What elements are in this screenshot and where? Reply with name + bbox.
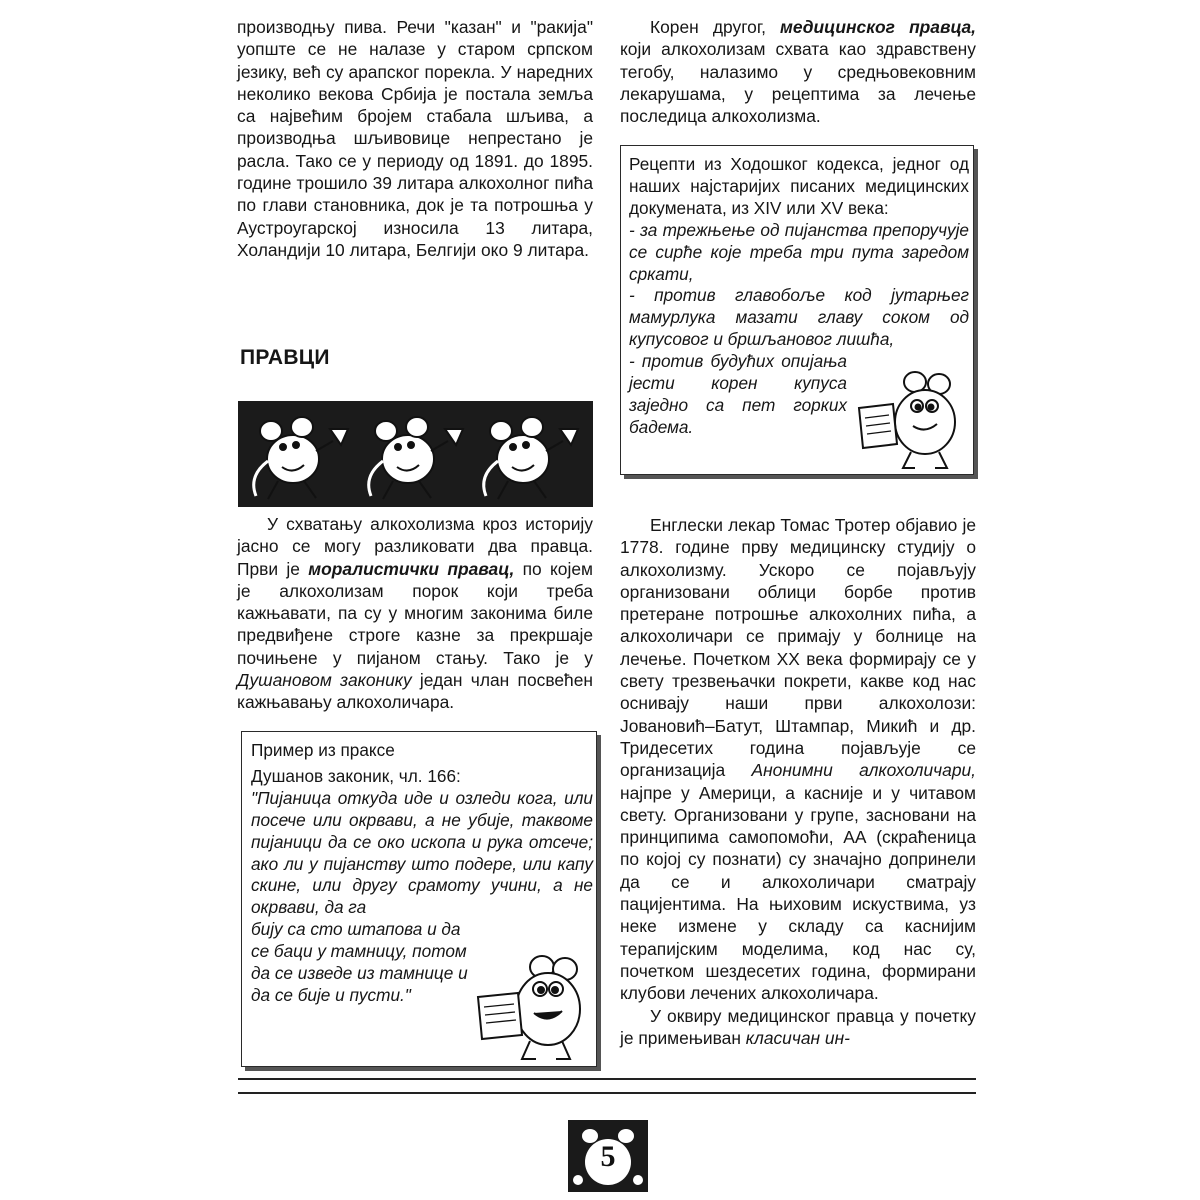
directions-text-block: [237, 513, 593, 714]
moralist-direction-term: моралистички правац,: [308, 558, 515, 579]
codex-recipe-3: - против будућих опијања јести корен купуса заједно са пет горких бадема.: [629, 351, 847, 437]
codex-intro: Рецепти из Ходошког кодекса, једног од наших најстаријих писаних медицинских докумената, из XIV или XV века:: [629, 154, 969, 218]
mouse-holding-paper-icon: [853, 368, 969, 472]
alcoholics-anonymous-term: Анонимни алкохоличари,: [751, 760, 976, 781]
practice-box-title: Пример из праксе: [251, 740, 395, 760]
medical-direction-term: медицинског правца,: [780, 17, 976, 37]
page-number: 5: [600, 1140, 616, 1173]
codex-recipe-1: - за трежњење од пијанства препоручује се сирће које треба три пута заредом сркати,: [629, 219, 969, 284]
practice-example-box: [241, 731, 597, 1067]
trotter-paragraph: Енглески лекар Томас Тротер објавио је 1778. године прву медицинску студију о алкохолизму. Ускоро се појављују организовани облици борбе против претеране потрошње алкохолних пића, а алкохоличари се примају у болнице на лечење. Почетком XX века формирају се у свету трезвењачки покрети, какве код нас оснивају наши први алкохолози: Јовановић–Батут, Штампар, Микић и др. Тридесетих година појављује се организација Анонимни алкохоличари, најпре у Америци, а касније и у читавом свету. Организовани у групе, засновани на принципима самопомоћи, АА (скраћеница по којој су познати) су значајно допринели да се и алкохоличари сматрају пацијентима. На њиховим искуствима, уз неке измене у складу са каснијим терапијским моделима, код нас су, почетком шездесетих година, формирани клубови лечених алкохоличара.: [620, 515, 976, 1004]
footer-rule-bottom: [238, 1092, 976, 1094]
medical-direction-paragraph: Корен другог, медицинског правца, који алкохолизам схвата као здравствену тегобу, налазимо у средњовековним лекарушама, у рецептима за лечење последица алкохолизма.: [620, 17, 976, 127]
practice-box-quote-continued: бију са сто штапова и да се баци у тамницу, потом да се изведе из тамнице и да се бије и пусти.": [251, 919, 468, 1005]
codex-recipe-2: - против главобоље код јутарњег мамурлука мазати главу соком од купусовог и бршљановог лишћа,: [629, 285, 969, 350]
classic-treatment-term: класичан ин-: [745, 1027, 850, 1048]
beer-brandy-history-paragraph: производњу пива. Речи "казан" и "ракија" уопште се не налазе у старом српском језику, већ су арапског порекла. У наредних неколико векова Србија је постала земља са највећим бројем стабала шљива, а производња шљивовице непрестано је расла. Тако се у периоду од 1891. до 1895. године трошило 39 литара алкохолног пића по глави становника, док је та потрошња у Аустроугарској износила 13 литара, Холандији 10 литара, Белгији око 9 литара.: [237, 17, 593, 260]
closing-paragraph: У оквиру медицинског правца у почетку је примењиван класичан ин-: [620, 1005, 976, 1048]
footer-rule-top: [238, 1078, 976, 1080]
practice-box-citation: Душанов законик, чл. 166:: [251, 765, 461, 786]
page-number-badge: [568, 1120, 648, 1192]
illustration-dancing-mice: [238, 401, 593, 507]
mouse-reading-scroll-icon: [470, 937, 590, 1067]
hodos-codex-recipes-box: [620, 145, 974, 475]
left-column: [237, 16, 593, 261]
right-column-intro: [620, 16, 976, 127]
trotter-text-block: [620, 514, 976, 1049]
practice-box-quote: "Пијаница откуда иде и озледи кога, или посече или окрвави, а не убије, таквоме пијаници да се око ископа и рука отсече; ако ли у пијанству што подере, или капу скине, или другу срамоту учини, а не окрвави, да га: [251, 787, 593, 918]
directions-paragraph: У схватању алкохолизма кроз историју јасно се могу разликовати два правца. Први је моралистички правац, по којем је алкохолизам порок који треба кажњавати, па су у многим законима биле предвиђене строге казне за прекршаје почињене у пијаном стању. Тако је у Душановом законику један члан посвећен кажњавању алкохоличара.: [237, 514, 593, 713]
section-heading-directions: ПРАВЦИ: [240, 346, 330, 369]
dusan-code-term: Душановом законику: [237, 670, 412, 691]
